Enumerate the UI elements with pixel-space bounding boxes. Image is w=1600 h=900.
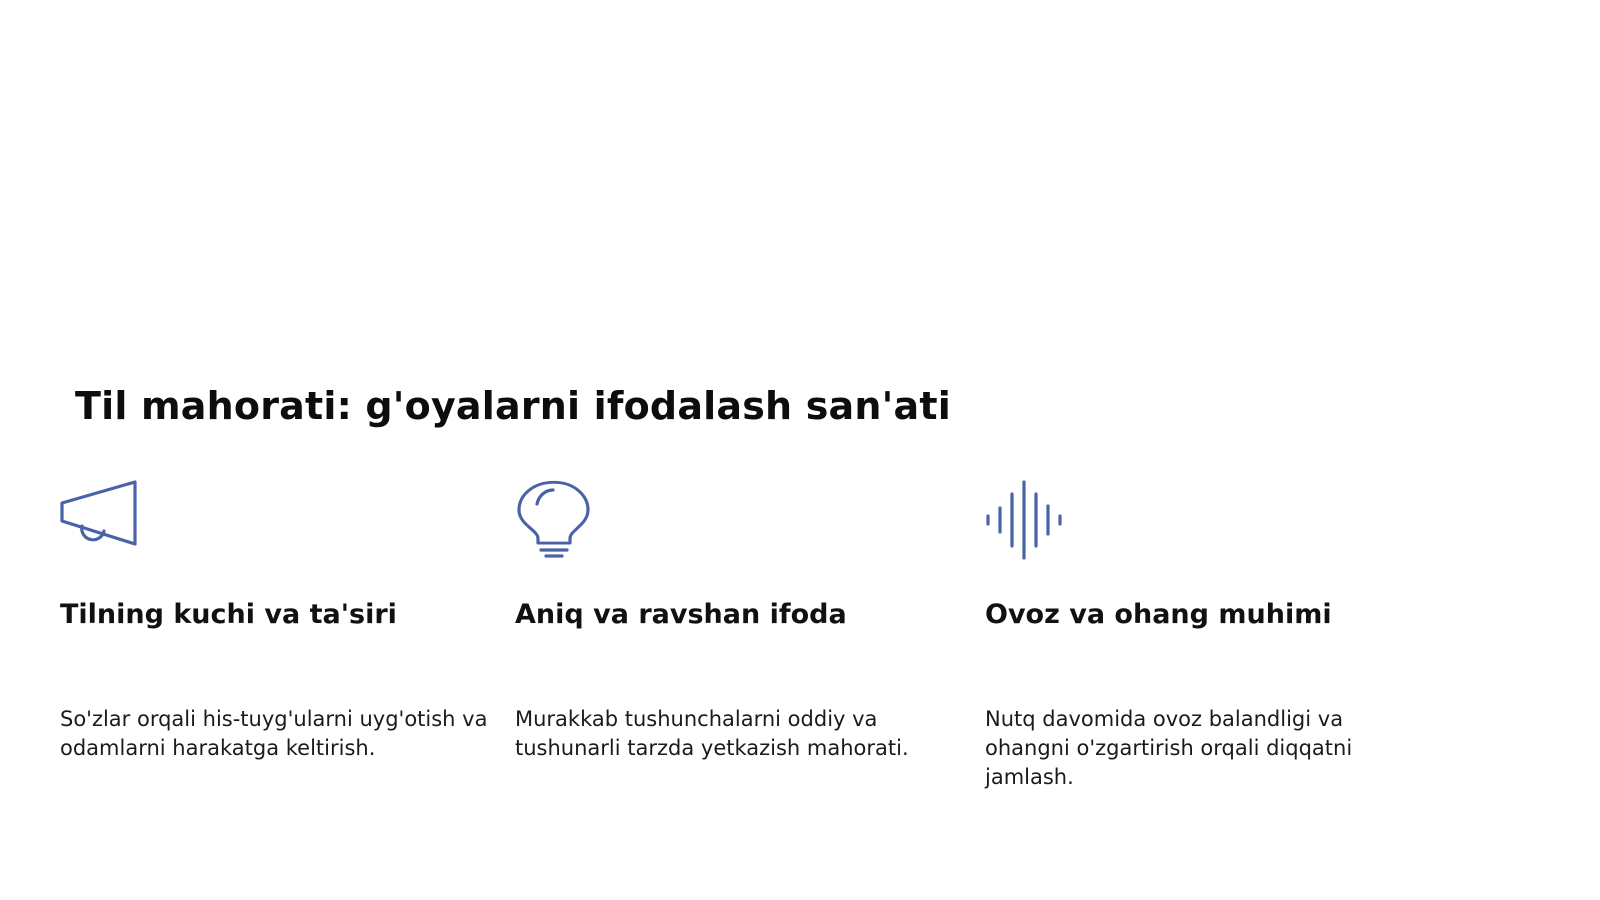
lightbulb-icon (515, 480, 595, 560)
card-description: Murakkab tushunchalarni oddiy va tushunarli tarzda yetkazish mahorati. (515, 707, 909, 760)
slide-title: Til mahorati: g'oyalarni ifodalash san'ati (75, 384, 951, 428)
card-heading: Ovoz va ohang muhimi (985, 599, 1332, 630)
sound-wave-icon (985, 480, 1065, 560)
megaphone-icon (60, 480, 140, 560)
card-heading: Aniq va ravshan ifoda (515, 599, 847, 630)
card-description: Nutq davomida ovoz balandligi va ohangni o'zgartirish orqali diqqatni jamlash. (985, 707, 1353, 789)
card-description: So'zlar orqali his-tuyg'ularni uyg'otish va odamlarni harakatga keltirish. (60, 707, 488, 760)
card-heading: Tilning kuchi va ta'siri (60, 599, 397, 630)
